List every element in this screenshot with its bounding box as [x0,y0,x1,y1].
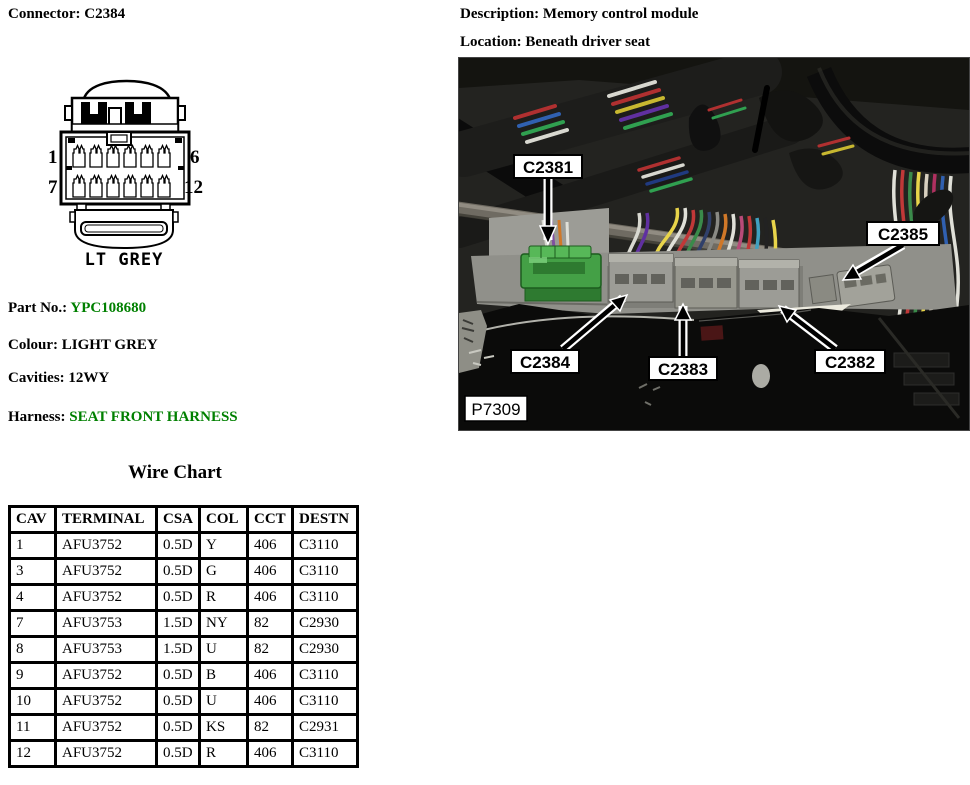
cell-csa: 0.5D [157,741,200,767]
wire-chart-table [8,505,359,768]
location-label: Location: [460,34,522,50]
cell-cct: 406 [248,533,293,559]
callout-c2383: C2383 [657,360,709,379]
field-harness [8,409,238,426]
cell-destn: C3110 [293,585,358,611]
cell-cct: 82 [248,611,293,637]
cell-cav: 12 [10,741,56,767]
connector-heading-label: Connector: [8,6,81,22]
table-row [10,585,358,611]
cell-csa: 0.5D [157,663,200,689]
pin-number-6: 6 [190,147,200,168]
cell-col: NY [200,611,248,637]
callout-c2385: C2385 [877,225,929,244]
cell-cav: 1 [10,533,56,559]
callout-c2381: C2381 [522,158,574,177]
cell-terminal: AFU3752 [56,559,157,585]
cell-terminal: AFU3753 [56,637,157,663]
cell-csa: 1.5D [157,611,200,637]
col-header-terminal: TERMINAL [56,507,157,533]
cell-cct: 406 [248,585,293,611]
location-photo [458,57,970,431]
cell-col: KS [200,715,248,741]
cell-col: Y [200,533,248,559]
location-value: Beneath driver seat [525,34,651,50]
cell-csa: 0.5D [157,559,200,585]
field-part-no [8,300,146,317]
connector-heading [8,6,125,23]
description-label: Description: [460,6,540,22]
cell-cav: 9 [10,663,56,689]
pin-number-12: 12 [184,177,203,198]
field-cavities [8,370,109,387]
cell-cct: 406 [248,741,293,767]
cell-cct: 406 [248,559,293,585]
table-row [10,611,358,637]
cell-csa: 0.5D [157,533,200,559]
location-line [460,34,650,51]
cell-cct: 406 [248,663,293,689]
cell-terminal: AFU3752 [56,715,157,741]
col-header-cct: CCT [248,507,293,533]
table-row [10,741,358,767]
col-header-cav: CAV [10,507,56,533]
cell-col: B [200,663,248,689]
cell-destn: C2931 [293,715,358,741]
table-row [10,559,358,585]
cell-cct: 82 [248,715,293,741]
cell-col: U [200,637,248,663]
cell-cav: 3 [10,559,56,585]
field-part-no-value: YPC108680 [70,300,147,316]
field-harness-value: SEAT FRONT HARNESS [69,409,238,425]
cell-cav: 4 [10,585,56,611]
description-line [460,6,698,23]
cell-cct: 82 [248,637,293,663]
wire-chart-title: Wire Chart [128,462,222,483]
cell-cav: 10 [10,689,56,715]
cell-destn: C3110 [293,559,358,585]
field-harness-label: Harness: [8,409,66,425]
cell-col: G [200,559,248,585]
cell-destn: C3110 [293,689,358,715]
cell-destn: C3110 [293,663,358,689]
cell-terminal: AFU3752 [56,689,157,715]
table-row [10,663,358,689]
table-row [10,689,358,715]
col-header-destn: DESTN [293,507,358,533]
connector-diagram [45,78,210,270]
cell-terminal: AFU3752 [56,533,157,559]
pin-number-7: 7 [48,177,58,198]
connector-colour-caption: LT GREY [84,250,164,270]
table-row [10,637,358,663]
field-cavities-label: Cavities: [8,370,65,386]
cell-cav: 8 [10,637,56,663]
table-row [10,715,358,741]
wire-chart-body [10,533,358,767]
cell-terminal: AFU3752 [56,585,157,611]
cell-csa: 1.5D [157,637,200,663]
cell-terminal: AFU3753 [56,611,157,637]
callout-c2384: C2384 [519,353,571,372]
cell-destn: C3110 [293,533,358,559]
cell-csa: 0.5D [157,715,200,741]
pin-number-1: 1 [48,147,58,168]
cell-destn: C2930 [293,637,358,663]
module-connector-row [607,254,803,308]
field-cavities-value: 12WY [68,370,110,386]
col-header-col: COL [200,507,248,533]
cell-destn: C3110 [293,741,358,767]
cell-col: R [200,585,248,611]
cell-terminal: AFU3752 [56,663,157,689]
field-colour-value: LIGHT GREY [61,337,158,353]
cell-csa: 0.5D [157,585,200,611]
col-header-csa: CSA [157,507,200,533]
description-value: Memory control module [542,6,699,22]
cell-destn: C2930 [293,611,358,637]
table-header-row [10,507,358,533]
cell-cct: 406 [248,689,293,715]
callout-c2382: C2382 [824,353,876,372]
cell-terminal: AFU3752 [56,741,157,767]
photo-ref-label: P7309 [471,400,521,419]
cell-col: U [200,689,248,715]
connector-heading-value: C2384 [84,6,126,22]
field-part-no-label: Part No.: [8,300,68,316]
connector-drawing [61,81,189,248]
cell-cav: 7 [10,611,56,637]
cell-cav: 11 [10,715,56,741]
cell-col: R [200,741,248,767]
field-colour [8,337,158,354]
field-colour-label: Colour: [8,337,58,353]
cell-csa: 0.5D [157,689,200,715]
table-row [10,533,358,559]
